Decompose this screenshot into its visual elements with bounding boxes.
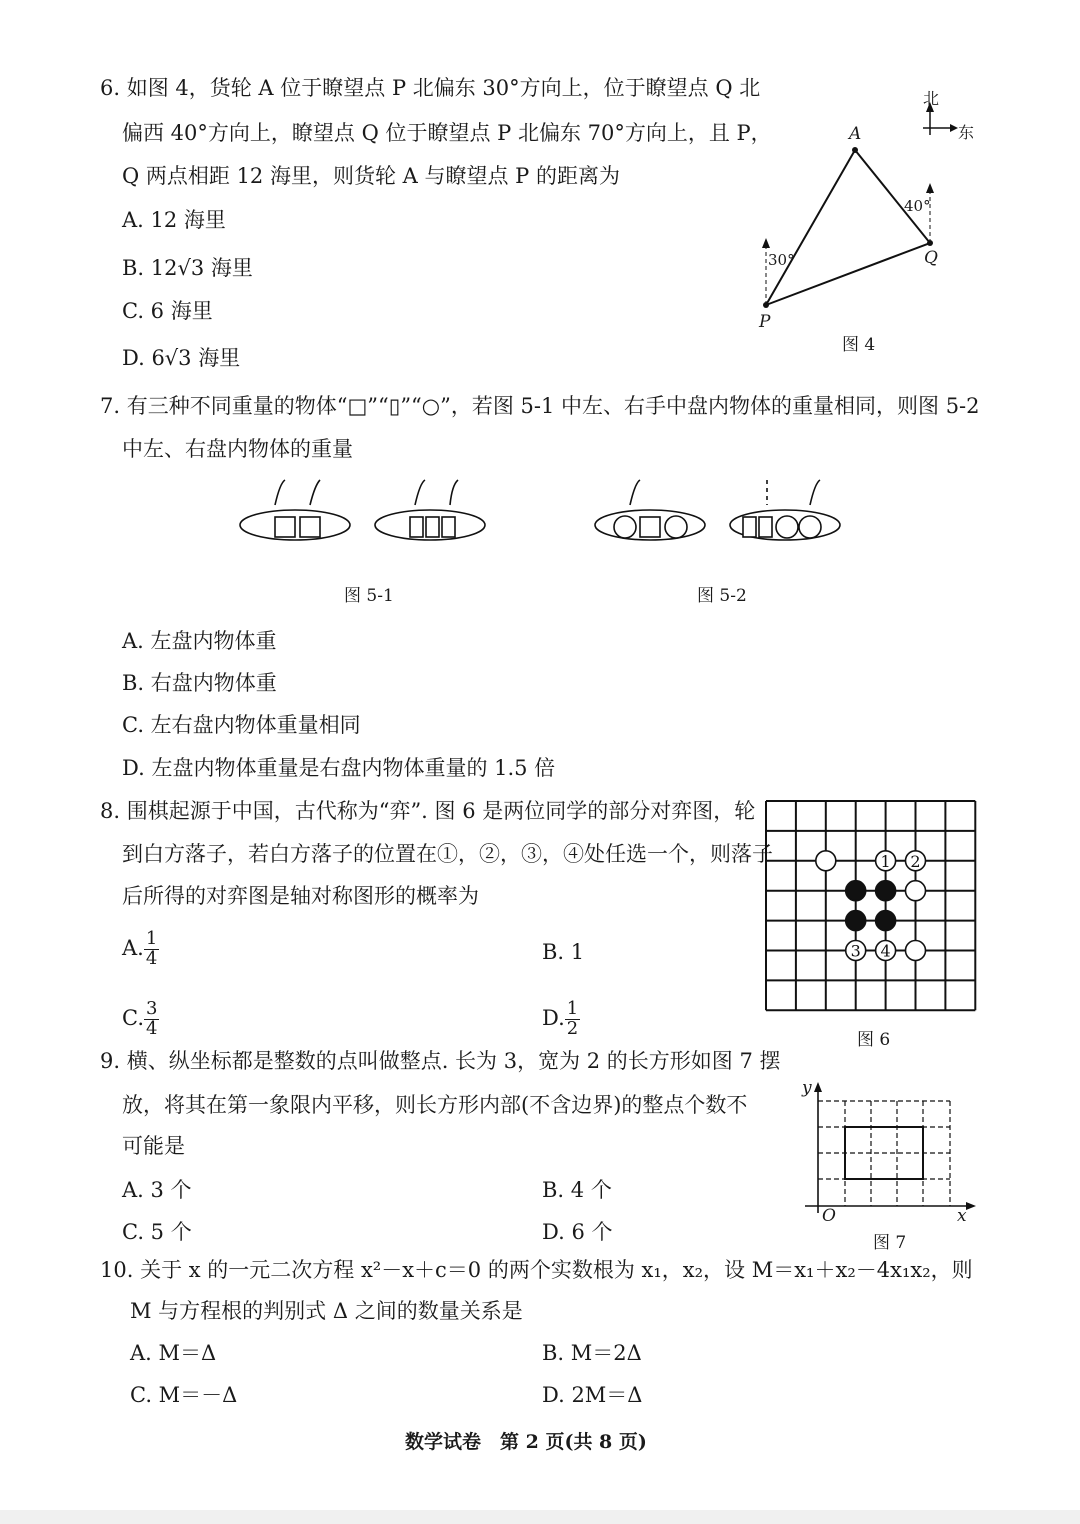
position-mark: 4 xyxy=(880,941,891,961)
position-mark: 3 xyxy=(850,941,861,961)
q6-option-c: C. 6 海里 xyxy=(122,299,213,323)
q10-option-d: D. 2M＝Δ xyxy=(542,1383,643,1407)
figure-4-diagram xyxy=(740,80,980,360)
fraction xyxy=(565,1000,580,1039)
option-label: A. xyxy=(122,935,144,960)
black-stone xyxy=(846,911,866,931)
q9-stem-line2: 放，将其在第一象限内平移，则长方形内部(不含边界)的整点个数不 xyxy=(122,1093,748,1117)
east-label: 东 xyxy=(958,123,975,142)
numerator: 1 xyxy=(566,998,579,1019)
point-p-label: P xyxy=(759,312,771,332)
figure-5-balance-hands xyxy=(230,475,870,570)
q9-stem-line1: 9. 横、纵坐标都是整数的点叫做整点. 长为 3，宽为 2 的长方形如图 7 摆 xyxy=(100,1049,781,1073)
q8-option-d xyxy=(542,1000,580,1039)
q9-option-b: B. 4 个 xyxy=(542,1178,612,1202)
q6-option-d: D. 6√3 海里 xyxy=(122,346,241,370)
q10-option-c: C. M＝－Δ xyxy=(130,1383,238,1407)
white-stone xyxy=(906,941,926,961)
numerator: 3 xyxy=(146,998,158,1019)
q7-stem-line1: 7. 有三种不同重量的物体“□”“▯”“○”，若图 5-1 中左、右手中盘内物体的重量相同，则图 5-2 xyxy=(100,394,980,418)
q7-option-b: B. 右盘内物体重 xyxy=(122,671,277,695)
denominator: 4 xyxy=(146,1017,158,1039)
q9-option-a: A. 3 个 xyxy=(122,1178,192,1202)
q10-option-a: A. M＝Δ xyxy=(130,1341,217,1365)
q8-option-a xyxy=(122,930,159,969)
angle-30-label: 30° xyxy=(768,251,795,269)
x-axis-label: x xyxy=(957,1206,967,1226)
q10-option-b: B. M＝2Δ xyxy=(542,1341,642,1365)
figure-7-caption: 图 7 xyxy=(873,1233,907,1253)
q9-option-c: C. 5 个 xyxy=(122,1220,192,1244)
q6-option-a: A. 12 海里 xyxy=(122,208,226,232)
denominator: 2 xyxy=(566,1017,579,1039)
fraction xyxy=(144,1000,159,1039)
figure-4-caption: 图 4 xyxy=(842,335,876,355)
position-mark: 1 xyxy=(880,851,891,871)
black-stone xyxy=(876,911,896,931)
origin-label: O xyxy=(822,1206,836,1226)
position-mark: 2 xyxy=(910,851,921,871)
north-label: 北 xyxy=(923,89,940,108)
white-stone xyxy=(816,851,836,871)
angle-40-label: 40° xyxy=(904,197,931,215)
q6-option-b: B. 12√3 海里 xyxy=(122,256,253,280)
q9-stem-line3: 可能是 xyxy=(122,1134,185,1158)
figure-5-1-caption: 图 5-1 xyxy=(344,586,394,606)
q6-stem-line2: 偏西 40°方向上，瞭望点 Q 位于瞭望点 P 北偏东 70°方向上，且 P， xyxy=(122,121,772,145)
denominator: 4 xyxy=(145,947,158,969)
option-label: D. xyxy=(542,1005,565,1030)
black-stone xyxy=(876,881,896,901)
numerator: 1 xyxy=(145,928,158,949)
q8-stem-line1: 8. 围棋起源于中国，古代称为“弈”. 图 6 是两位同学的部分对弈图，轮 xyxy=(100,799,756,823)
q9-option-d: D. 6 个 xyxy=(542,1220,613,1244)
q8-stem-line3: 后所得的对弈图是轴对称图形的概率为 xyxy=(122,884,479,908)
point-a-label: A xyxy=(849,124,862,144)
black-stone xyxy=(846,881,866,901)
q7-option-c: C. 左右盘内物体重量相同 xyxy=(122,713,361,737)
page-bottom-edge xyxy=(0,1510,1080,1524)
q6-stem-line1: 6. 如图 4，货轮 A 位于瞭望点 P 北偏东 30°方向上，位于瞭望点 Q 北 xyxy=(100,76,761,100)
page-footer: 数学试卷 第 2 页(共 8 页) xyxy=(405,1431,647,1453)
q10-stem-line2: M 与方程根的判别式 Δ 之间的数量关系是 xyxy=(130,1299,523,1323)
q10-stem-line1: 10. 关于 x 的一元二次方程 x²－x＋c＝0 的两个实数根为 x₁，x₂，设 M＝x₁＋x₂－4x₁x₂，则 xyxy=(100,1258,973,1282)
q7-option-d: D. 左盘内物体重量是右盘内物体重量的 1.5 倍 xyxy=(122,756,556,780)
q7-stem-line2: 中左、右盘内物体的重量 xyxy=(122,437,353,461)
q7-option-a: A. 左盘内物体重 xyxy=(122,629,277,653)
y-axis-label: y xyxy=(802,1078,812,1098)
figure-5-2-caption: 图 5-2 xyxy=(697,586,747,606)
q8-option-c xyxy=(122,1000,159,1039)
q6-stem-line3: Q 两点相距 12 海里，则货轮 A 与瞭望点 P 的距离为 xyxy=(122,164,620,188)
q8-stem-line2: 到白方落子，若白方落子的位置在①，②，③，④处任选一个，则落子 xyxy=(122,842,773,866)
option-label: C. xyxy=(122,1005,144,1030)
white-stone xyxy=(906,881,926,901)
fraction xyxy=(144,930,159,969)
figure-7-coordinate-grid xyxy=(795,1080,980,1215)
q8-option-b: B. 1 xyxy=(542,940,585,964)
figure-6-go-board xyxy=(760,795,982,1017)
figure-6-caption: 图 6 xyxy=(857,1030,891,1050)
point-q-label: Q xyxy=(924,248,938,268)
